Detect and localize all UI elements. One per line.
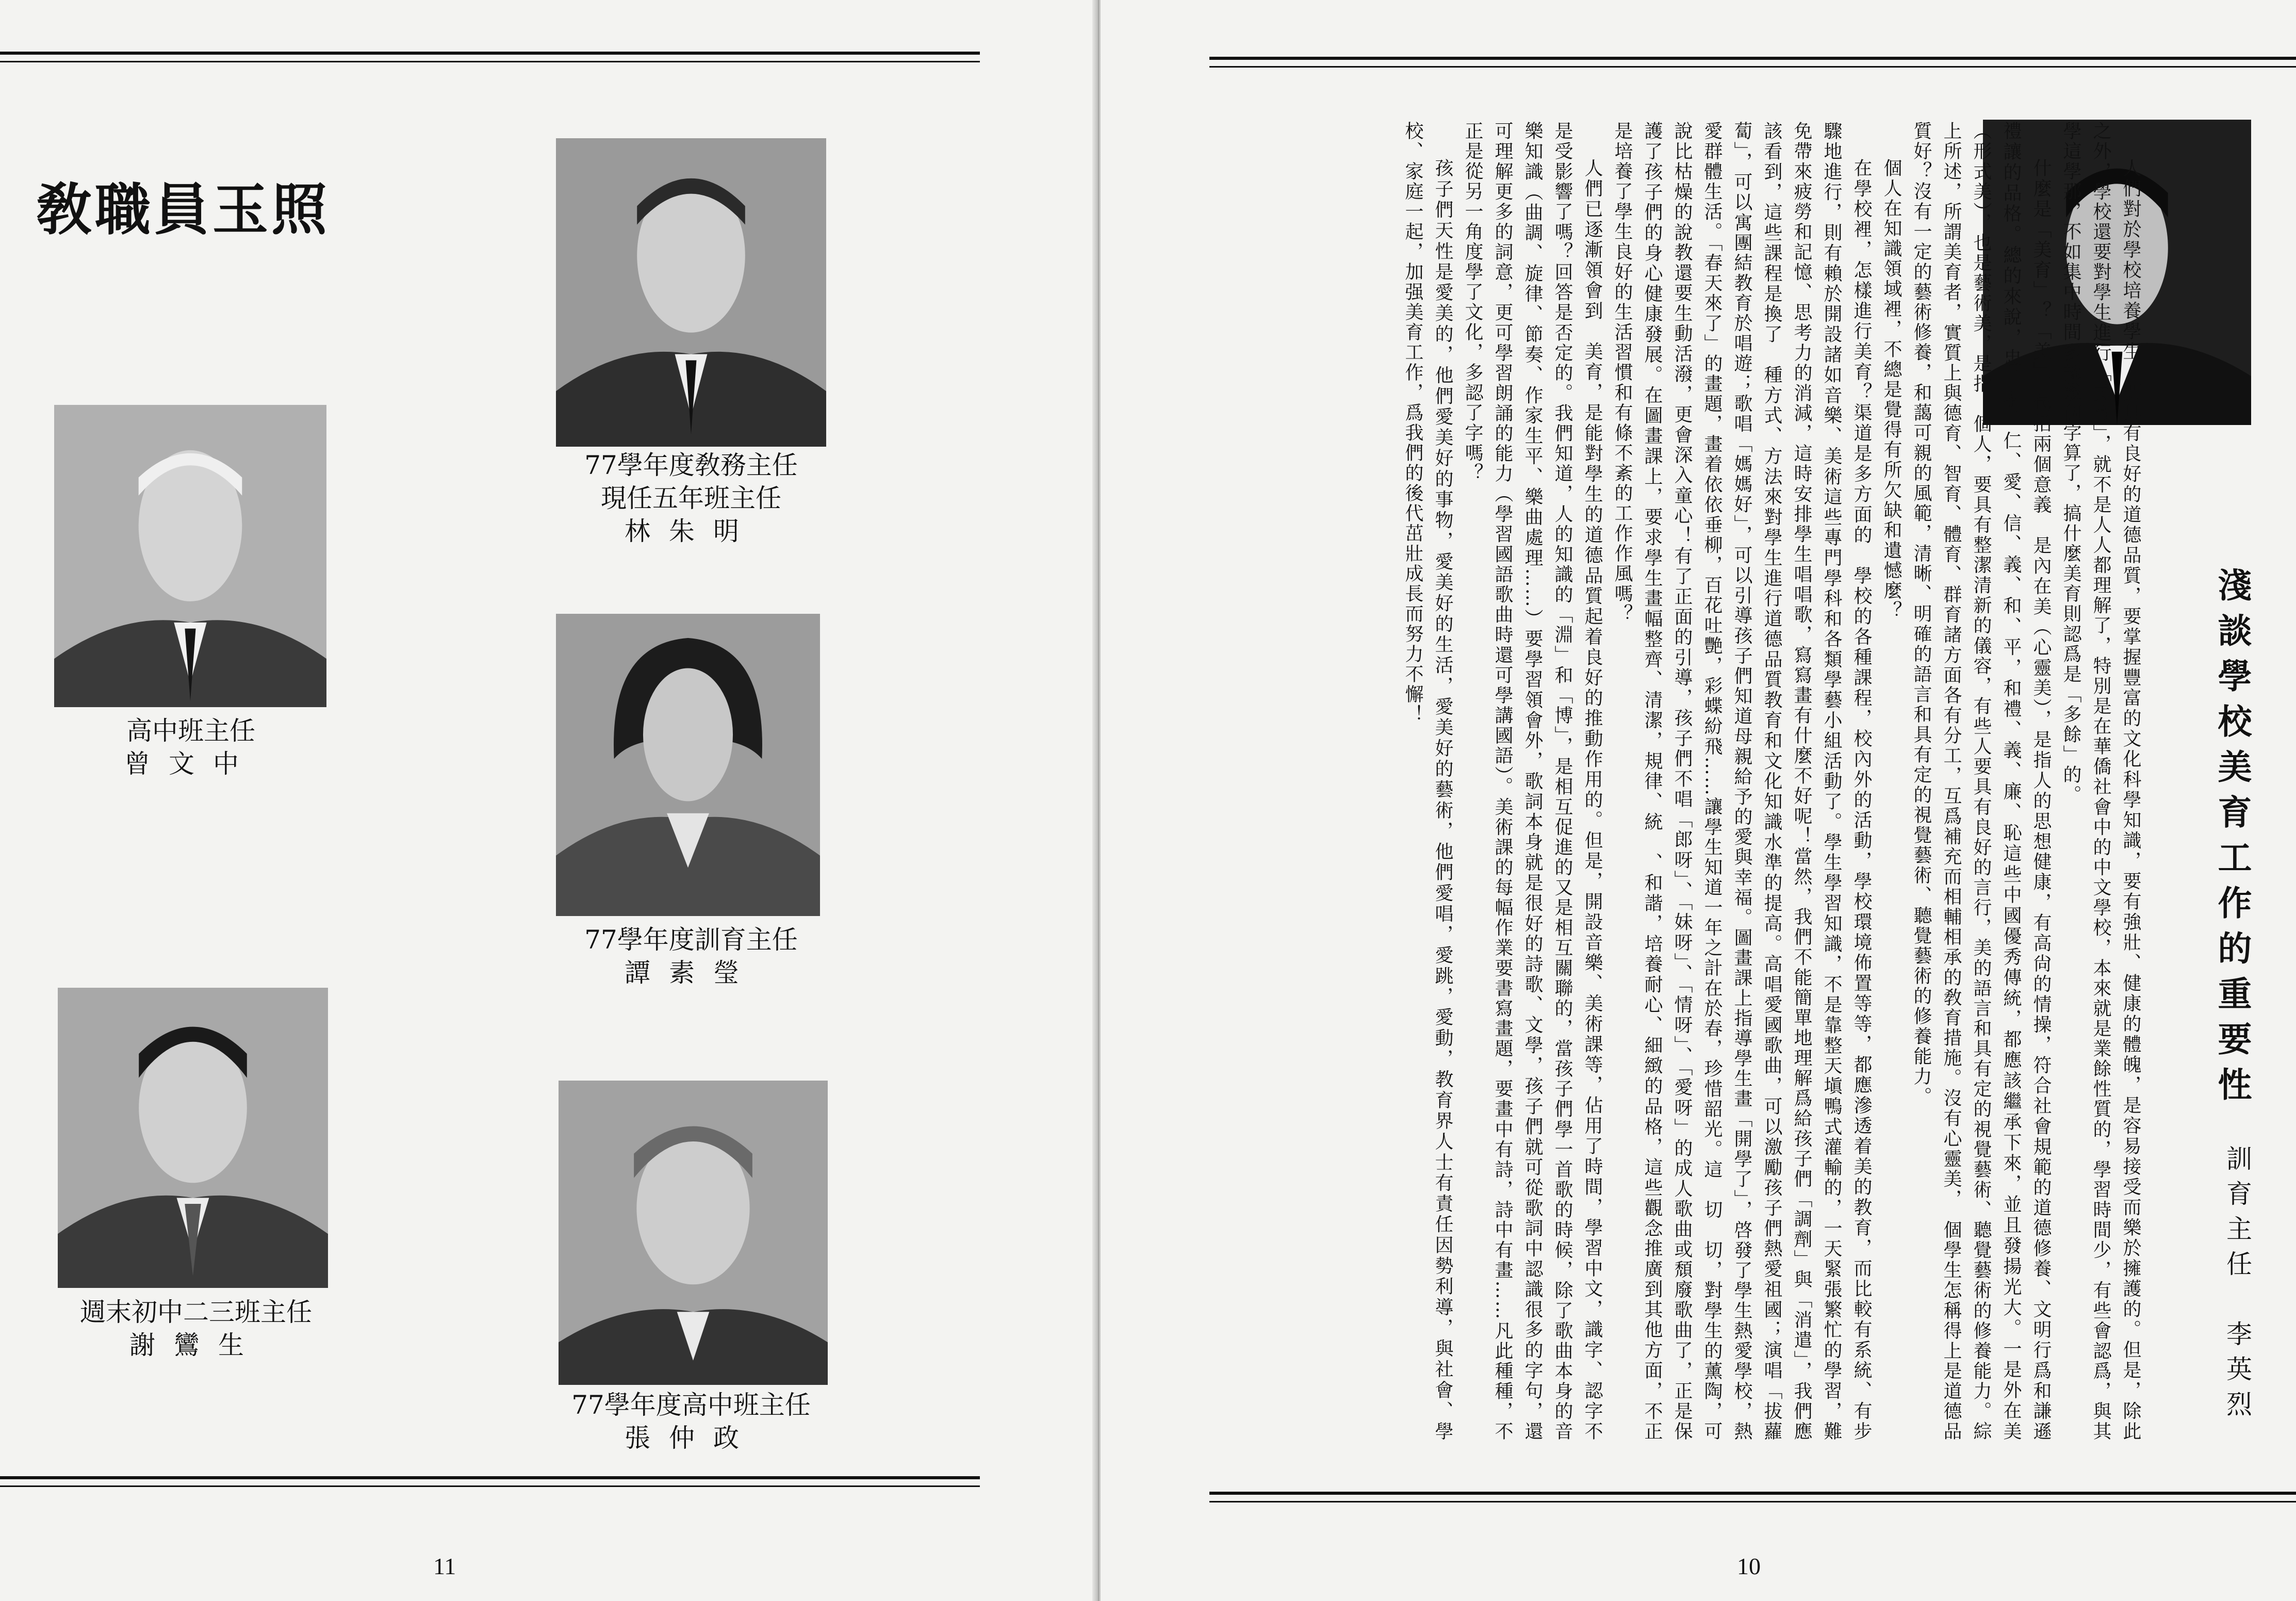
bottom-rule-left (0, 1476, 980, 1479)
staff-title: 77學年度訓育主任 (584, 925, 798, 955)
article-title: 淺談學校美育工作的重要性 (2212, 567, 2252, 1112)
top-rule-left (0, 52, 980, 55)
portrait-icon (556, 614, 820, 916)
article-paragraph: 個人在知識領域裡，不總是覺得有所欠缺和遺憾麼？ (1881, 158, 1902, 621)
portrait-icon (58, 988, 328, 1288)
staff-photo-tam (556, 614, 820, 916)
staff-photo-tsang (54, 405, 326, 707)
article-body (1238, 121, 2145, 1442)
article-paragraph: 人們已逐漸領會到 美育，是能對學生的道德品質起着良好的推動作用的。但是，開設音樂、美術課等，佔用了時間，學習中文，識字、認字不是受影響了嗎？回答是否定的。我們知道，人的知識的「淵」和「博」，是相互促進的又是相互關聯的，當孩子們學一首歌的時候，除了歌曲本身的音樂知識（曲調、旋律、節奏、作家生平、樂曲處理……）要學習領會外，歌詞本身就是很好的詩歌、文學，孩子們就可從歌詞中認識很多的字句，還可理解更多的詞意，更可學習朗誦的能力（學習國語歌曲時還可學講國語）。美術課的每幅作業要書寫畫題，要畫中有詩，詩中有畫……凡此種種，不正是從另一角度學了文化，多認了字嗎？ (1462, 121, 1603, 1442)
staff-name: 譚素瑩 (625, 958, 758, 988)
staff-subtitle: 現任五年班主任 (601, 483, 781, 513)
article-paragraph: 孩子們天性是愛美的，他們愛美好的事物，愛美好的生活，愛美好的藝術，他們愛唱，愛跳，愛動，教育界人士有責任因勢利導，與社會、學校、家庭一起，加强美育工作，爲我們的後代茁壯成長而努力不懈！ (1402, 121, 1453, 1442)
staff-title: 77學年度敎務主任 (584, 450, 798, 480)
staff-caption-cheung (516, 1388, 866, 1455)
page-number-right: 10 (1737, 1553, 1761, 1579)
portrait-icon (559, 1081, 828, 1385)
staff-name: 曾文中 (124, 749, 257, 779)
staff-photo-cheung (559, 1081, 828, 1385)
staff-title: 高中班主任 (126, 716, 255, 746)
top-rule-left-thin (0, 61, 980, 62)
page-number-left: 11 (433, 1553, 456, 1579)
portrait-icon (556, 138, 826, 447)
article-paragraph: 什麼是「美育」？「美」，包括兩個意義 是內在美（心靈美），是指人的思想健康，有高尙的情操，符合社會規範的道德修養、文明行爲和謙遜禮讓的品格。總的來說，忠、孝、仁、愛、信、義、和、平，和禮、義、廉、恥這些中國優秀傳統，都應該繼承下來，並且發揚光大。一是外在美（形式美），也是藝術美，是指 個人，要具有整潔清新的儀容，有些人要具有良好的言行，美的語言和具有定的視覺藝術、聽覺藝術的修養能力。綜上所述，所謂美育者，實質上與德育、智育、體育、群育諸方面各有分工，互爲補充而相輔相承的敎育措施。沒有心靈美， 個學生怎稱得上是道德品質好？沒有一定的藝術修養，和藹可親的風範，清晰、明確的語言和具有定的視覺藝術、聽覺藝術的修養能力。 (1911, 121, 2052, 1442)
staff-name: 謝鸞生 (129, 1330, 263, 1360)
page-heading: 敎職員玉照 (36, 178, 331, 242)
staff-name: 林朱明 (625, 516, 758, 546)
article-paragraph: 人們對於學校培養學生，要具有良好的道德品質，要掌握豐富的文化科學知識，要有強壯、健康的體魄，是容易接受而樂於擁護的。但是，除此之外，學校還要對學生進行「美育」，就不是人人都理解了，特別是在華僑社會中的中文學校，本來就是業餘性質的，學習時間少，有些會認爲，與其學這學那，不如集中時間多認幾個字算了，搞什麼美育則認爲是「多餘」的。 (2060, 121, 2141, 1442)
top-rule-right (1209, 57, 2296, 60)
article-byline: 訓育主任 李英烈 (2222, 1145, 2252, 1426)
staff-caption-tsang (31, 714, 351, 780)
bottom-rule-left-thin (0, 1485, 980, 1487)
article-paragraph: 在學校裡，怎樣進行美育？渠道是多方面的 學校的各種課程，校內外的活動，學校環境佈置等等，都應滲透着美的教育，而比較有系統、有步驟地進行，則有賴於開設諸如音樂、美術這些專門學科和各類學藝小組活動了。學生學習知識，不是靠整天塡鴨式灌輸的，一天緊張繁忙的學習，難免帶來疲勞和記憶、思考力的消減，這時安排學生唱唱歌，寫寫畫有什麼不好呢！當然，我們不能簡單地理解爲給孩子們「調劑」與「消遣」，我們應該看到，這些課程是換了 種方式、方法來對學生進行道德品質教育和文化知識水準的提高。高唱愛國歌曲，可以激勵孩子們熱愛祖國；演唱「拔蘿蔔」，可以寓團結教育於唱遊；歌唱「媽媽好」，可以引導孩子們知道母親給予的愛與幸福。圖畫課上指導學生畫「開學了」，啓發了學生熱愛學校，熱愛群體生活。「春天來了」的畫題，畫着依依垂柳，百花吐艷，彩蝶紛飛……讓學生知道一年之計在於春，珍惜韶光。這 切 切，對學生的薰陶，可說比枯燥的說教還要生動活潑，更會深入童心！有了正面的引導，孩子們不唱「郎呀」、「妹呀」、「情呀」、「愛呀」的成人歌曲或頹廢歌曲了，正是保護了孩子們的身心健康發展。在圖畫課上，要求學生畫幅整齊、清潔，規律、統 、和諧，培養耐心、細緻的品格，這些觀念推廣到其他方面，不正是培養了學生良好的生活習慣和有條不紊的工作作風嗎？ (1612, 121, 1872, 1442)
bottom-rule-right (1209, 1492, 2296, 1495)
bottom-rule-right-thin (1209, 1501, 2296, 1502)
staff-caption-lin (516, 449, 866, 548)
staff-caption-tse (31, 1296, 361, 1362)
staff-title: 週末初中二三班主任 (80, 1297, 312, 1327)
staff-name: 張仲政 (625, 1423, 758, 1453)
top-rule-right-thin (1209, 66, 2296, 68)
portrait-icon (54, 405, 326, 707)
staff-title: 77學年度高中班主任 (571, 1390, 811, 1420)
staff-photo-lin (556, 138, 826, 447)
staff-photo-tse (58, 988, 328, 1288)
staff-caption-tam (516, 923, 866, 989)
